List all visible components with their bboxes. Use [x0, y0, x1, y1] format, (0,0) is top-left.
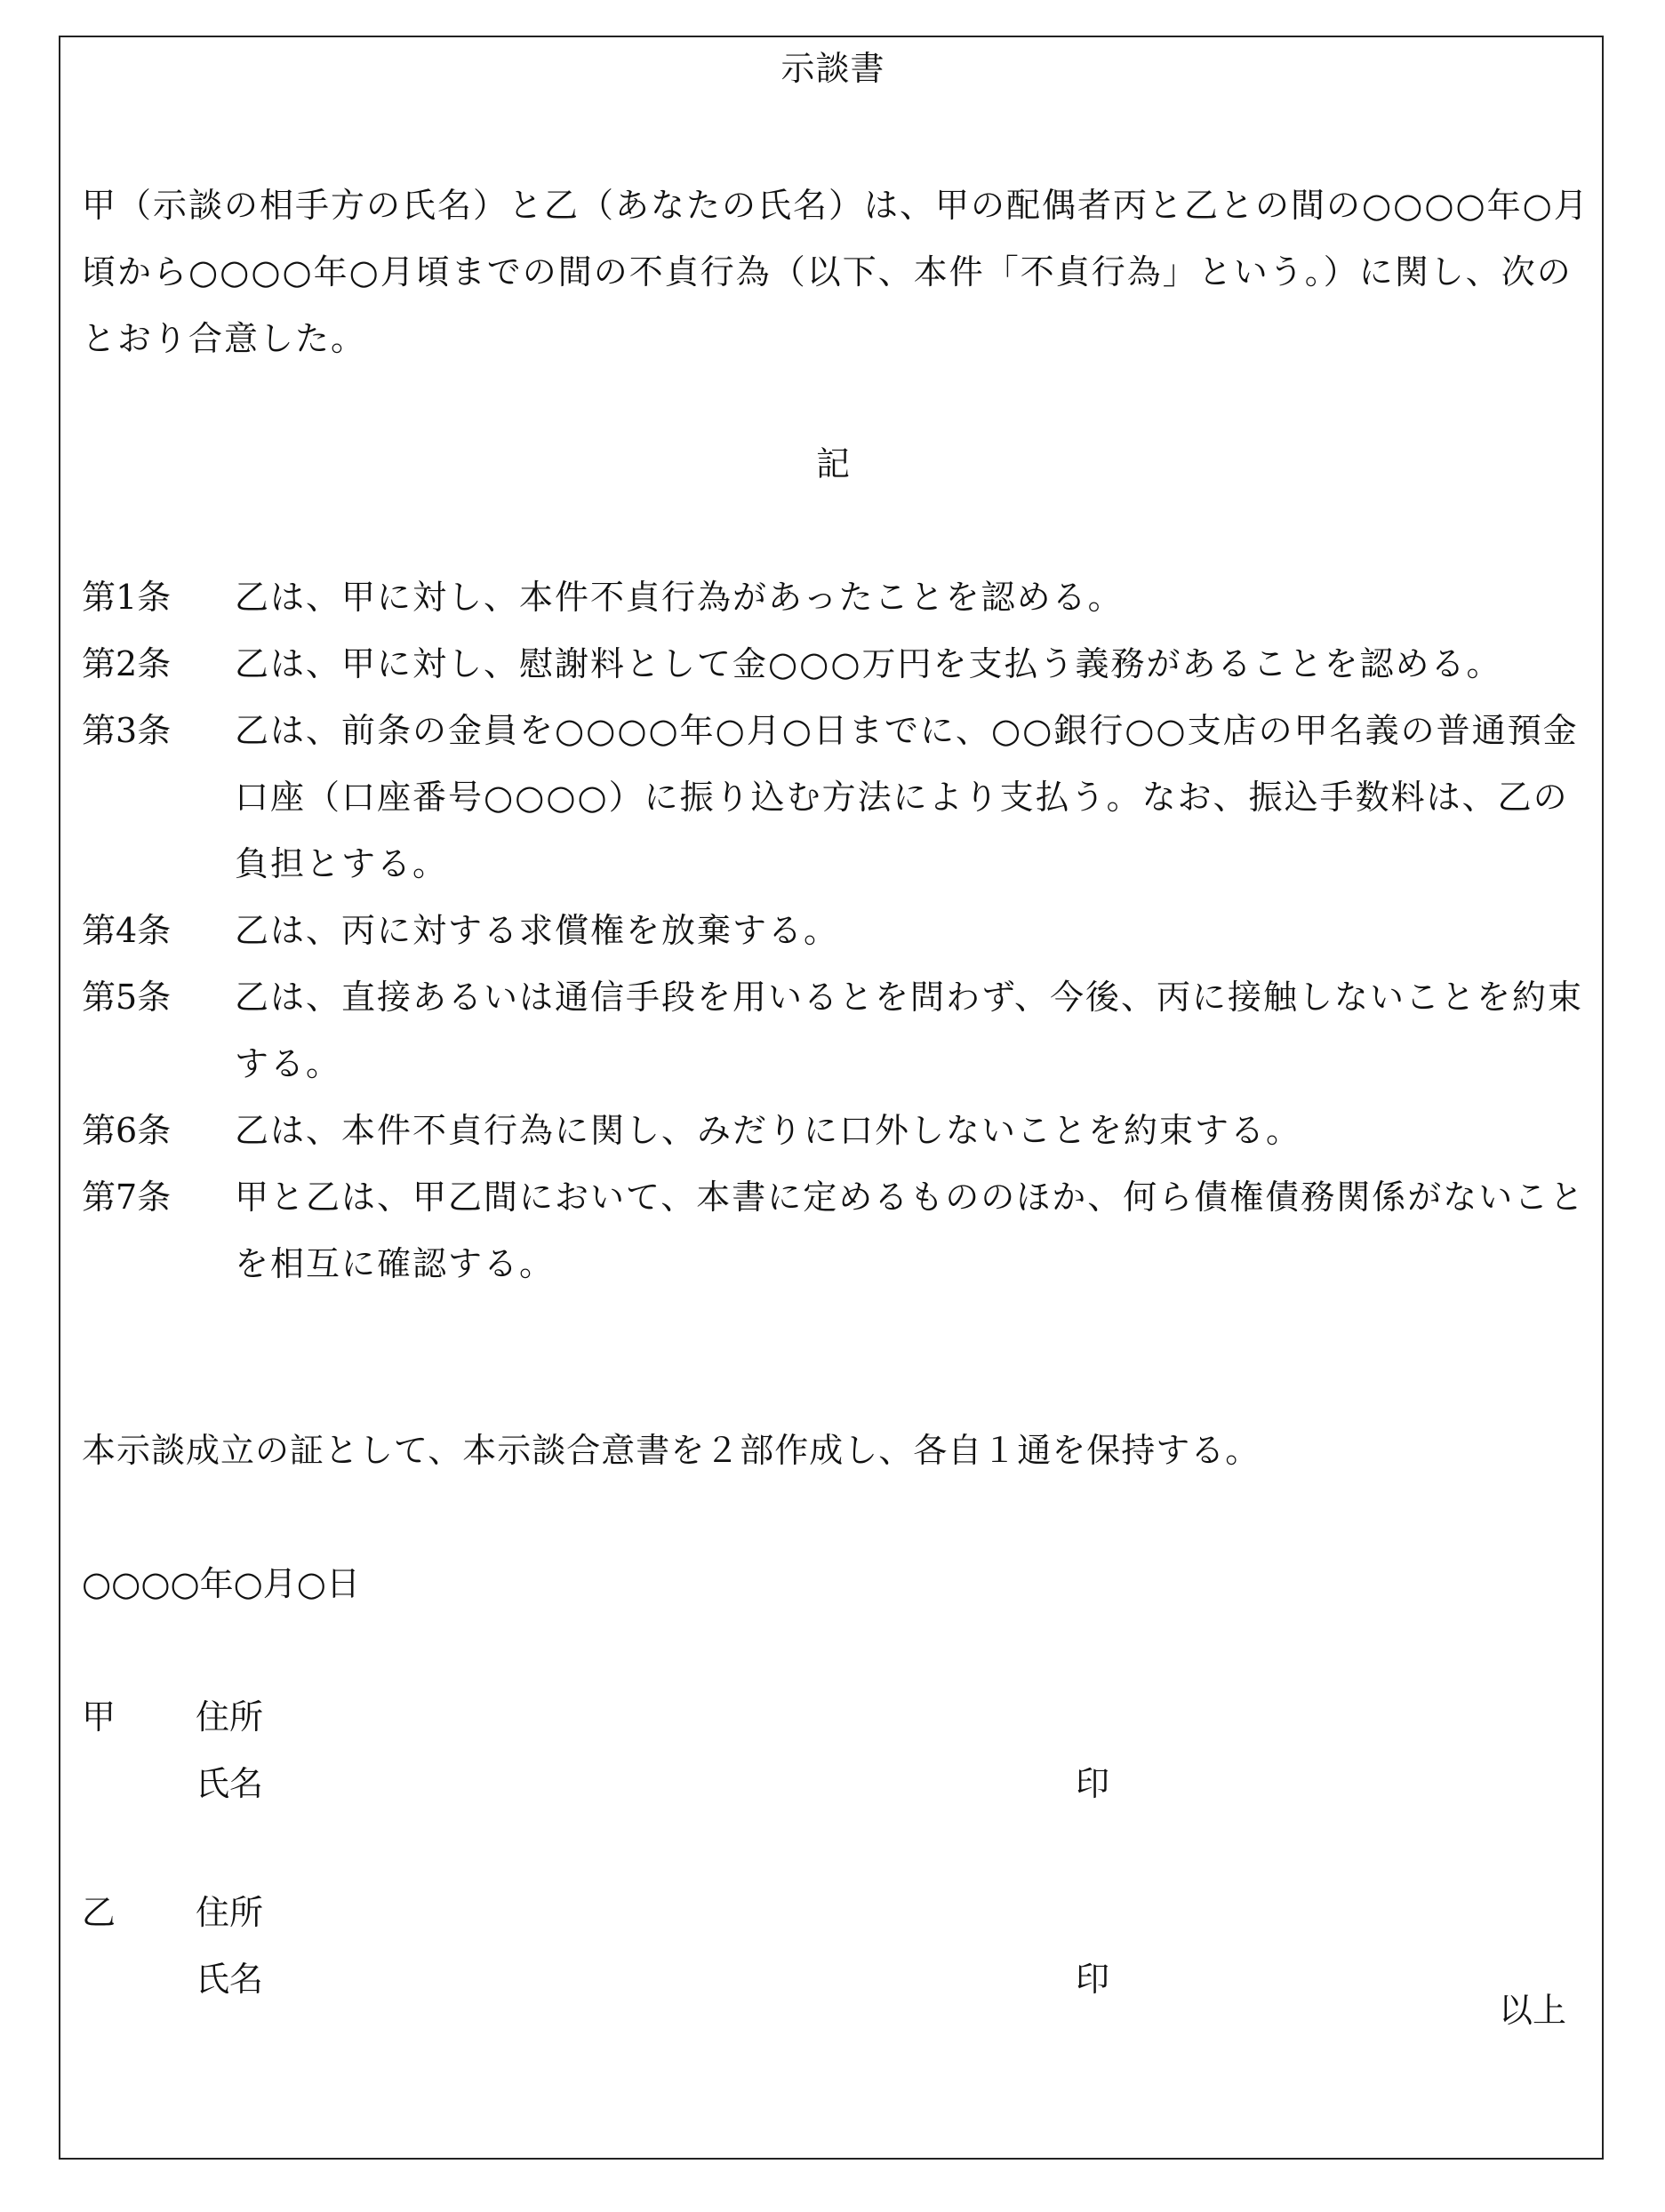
article-label: 第4条	[82, 911, 172, 950]
party-b-name-label: 氏名	[196, 1960, 264, 1999]
agreement-date: ○○○○年○月○日	[82, 1564, 360, 1603]
end-mark: 以上	[1498, 1991, 1566, 2030]
party-b-seal-mark: 印	[1076, 1960, 1110, 1999]
party-b-name-row	[82, 1946, 1593, 2013]
article-list	[82, 564, 1593, 1298]
party-b-address-label: 住所	[196, 1893, 264, 1932]
article-1	[82, 564, 1593, 631]
article-label: 第3条	[82, 711, 172, 750]
party-b-address-row	[82, 1880, 1593, 1946]
article-4	[82, 898, 1593, 964]
party-a-seal-mark: 印	[1076, 1764, 1110, 1803]
article-5	[82, 964, 1593, 1098]
article-text: 乙は、甲に対し、慰謝料として金○○○万円を支払う義務があることを認める。	[235, 644, 1502, 683]
article-text: 乙は、直接あるいは通信手段を用いるとを問わず、今後、丙に接触しないことを約束する。	[235, 978, 1583, 1083]
article-text: 乙は、甲に対し、本件不貞行為があったことを認める。	[235, 578, 1124, 617]
document-title: 示談書	[780, 49, 885, 88]
article-text: 甲と乙は、甲乙間において、本書に定めるもののほか、何ら債権債務関係がないことを相互に確認する。	[235, 1178, 1586, 1283]
article-6	[82, 1098, 1593, 1164]
party-a-name-row	[82, 1751, 1593, 1817]
article-text: 乙は、丙に対する求償権を放棄する。	[235, 911, 840, 950]
article-label: 第2条	[82, 644, 172, 683]
article-text: 乙は、前条の金員を○○○○年○月○日までに、○○銀行○○支店の甲名義の普通預金口座（口座番号○○○○）に振り込む方法により支払う。なお、振込手数料は、乙の負担とする。	[235, 711, 1579, 883]
article-label: 第6条	[82, 1111, 172, 1150]
party-a-name-label: 氏名	[196, 1764, 264, 1803]
party-b-mark: 乙	[82, 1893, 116, 1932]
closing-paragraph: 本示談成立の証として、本示談合意書を２部作成し、各自１通を保持する。	[82, 1431, 1261, 1470]
article-7	[82, 1164, 1593, 1298]
article-label: 第5条	[82, 978, 172, 1017]
article-label: 第1条	[82, 578, 172, 617]
article-2	[82, 631, 1593, 698]
ki-heading: 記	[815, 444, 850, 483]
article-label: 第7条	[82, 1178, 172, 1217]
intro-paragraph: 甲（示談の相手方の氏名）と乙（あなたの氏名）は、甲の配偶者丙と乙との間の○○○○年○月頃から○○○○年○月頃までの間の不貞行為（以下、本件「不貞行為」という。）に関し、次のとおり合意した。	[82, 186, 1589, 358]
party-b-block	[82, 1880, 1593, 2013]
party-a-block	[82, 1684, 1593, 1817]
party-a-mark: 甲	[82, 1697, 116, 1737]
article-3	[82, 698, 1593, 898]
article-text: 乙は、本件不貞行為に関し、みだりに口外しないことを約束する。	[235, 1111, 1302, 1150]
party-a-address-row	[82, 1684, 1593, 1751]
party-a-address-label: 住所	[196, 1697, 264, 1737]
